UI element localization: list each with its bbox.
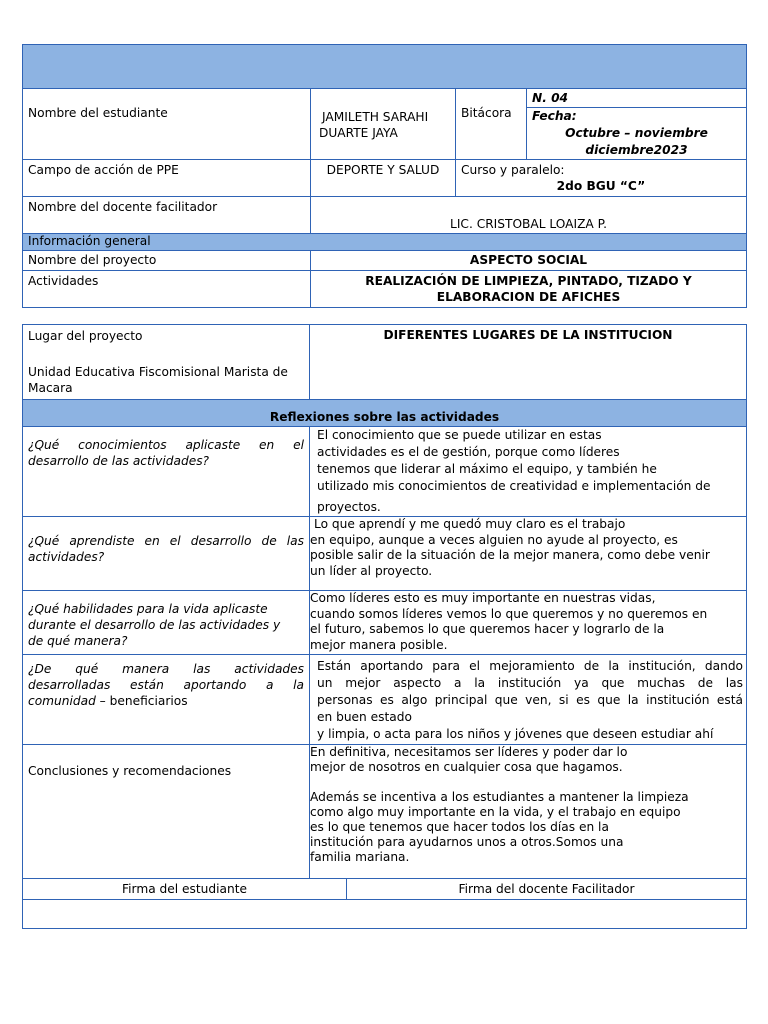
answer-conocimientos: El conocimiento que se puede utilizar en estas actividades es el de gestión, porque como líderes tenemos que liderar al máximo el equipo, y también he utilizado mis conocimientos de creatividad e implementación de proyectos.	[310, 427, 747, 517]
question-aportando: ¿De qué manera las actividades desarrolladas están aportando a la comunidad – beneficiarios	[23, 655, 310, 745]
answer-aprendiste: Lo que aprendí y me quedó muy claro es el trabajo en equipo, aunque a veces alguien no ayude al proyecto, es posible salir de la situación de la mejor manera, como debe venir un líder al proyecto.	[310, 517, 747, 591]
docente-label: Nombre del docente facilitador	[23, 197, 311, 234]
proyecto-value: ASPECTO SOCIAL	[311, 251, 747, 271]
signature-teacher-label: Firma del docente Facilitador	[347, 879, 747, 900]
reflections-title: Reflexiones sobre las actividades	[23, 400, 747, 427]
question-habilidades: ¿Qué habilidades para la vida aplicaste durante el desarrollo de las actividades y de qué manera?	[23, 591, 310, 655]
actividades-value: REALIZACIÓN DE LIMPIEZA, PINTADO, TIZADO Y ELABORACION DE AFICHES	[311, 271, 747, 308]
reflections-table	[22, 324, 747, 929]
signature-area	[23, 900, 747, 929]
campo-label: Campo de acción de PPE	[23, 160, 311, 197]
curso: Curso y paralelo: 2do BGU “C”	[456, 160, 747, 197]
student-info-table	[22, 44, 747, 308]
signature-student-label: Firma del estudiante	[23, 879, 347, 900]
conclusiones-value: En definitiva, necesitamos ser líderes y poder dar lo mejor de nosotros en cualquier cosa que hagamos. Además se incentiva a los estudiantes a mantener la limpieza como algo muy importante en la vida, y el trabajo en equipo es lo que tenemos que hacer todos los días en la institución para ayudarnos unos a otros.Somos una familia mariana.	[310, 745, 747, 879]
question-conocimientos: ¿Qué conocimientos aplicaste en el desarrollo de las actividades?	[23, 427, 310, 517]
actividades-label: Actividades	[23, 271, 311, 308]
bitacora-number: N. 04	[527, 89, 746, 108]
proyecto-label: Nombre del proyecto	[23, 251, 311, 271]
lugar-label: Lugar del proyecto Unidad Educativa Fiscomisional Marista de Macara	[23, 325, 310, 400]
campo-value: DEPORTE Y SALUD	[311, 160, 456, 197]
answer-habilidades: Como líderes esto es muy importante en nuestras vidas, cuando somos líderes vemos lo que queremos y no queremos en el futuro, sabemos lo que queremos hacer y lograrlo de la mejor manera posible.	[310, 591, 747, 655]
docente-value: LIC. CRISTOBAL LOAIZA P.	[311, 197, 747, 234]
answer-aportando: Están aportando para el mejoramiento de la institución, dando un mejor aspecto a la institución ya que muchas de las personas es algo principal que ven, si es que la institución está en buen estado y limpia, o acta para los niños y jóvenes que deseen estudiar ahí	[310, 655, 747, 745]
header-band	[23, 45, 747, 89]
lugar-value: DIFERENTES LUGARES DE LA INSTITUCION	[310, 325, 747, 400]
fecha: Fecha: Octubre – noviembre diciembre2023	[532, 109, 708, 157]
bitacora-details	[527, 89, 747, 160]
bitacora-label: Bitácora	[456, 89, 527, 160]
question-aprendiste: ¿Qué aprendiste en el desarrollo de las actividades?	[23, 517, 310, 591]
student-label: Nombre del estudiante	[23, 89, 311, 160]
conclusiones-label: Conclusiones y recomendaciones	[23, 745, 310, 879]
student-name: JAMILETH SARAHI DUARTE JAYA	[311, 89, 456, 160]
general-info-band: Información general	[23, 234, 747, 251]
